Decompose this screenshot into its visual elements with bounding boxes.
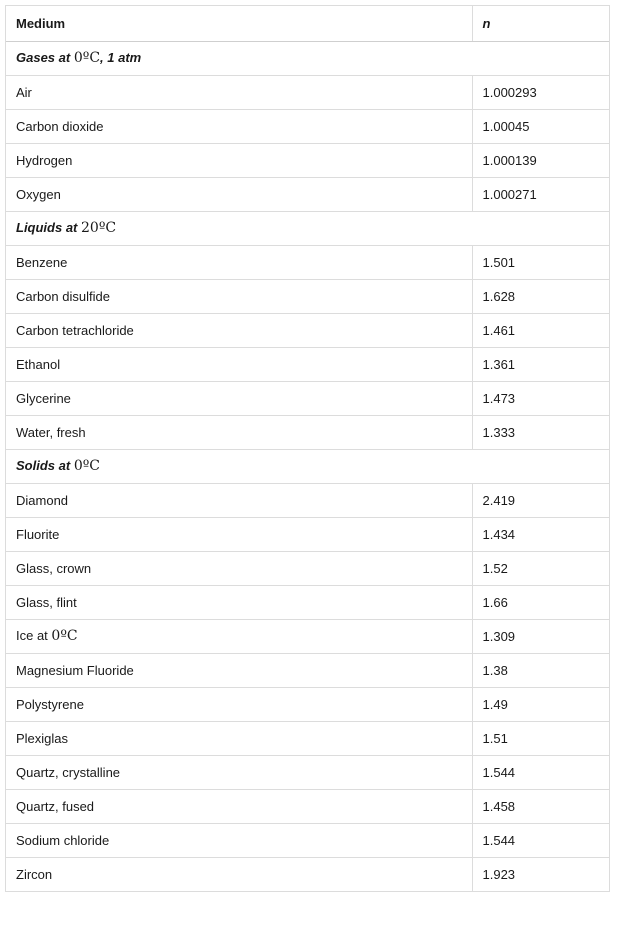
medium-cell bbox=[6, 551, 472, 585]
section-title-temperature: 0ºC bbox=[73, 458, 101, 474]
table-row bbox=[6, 347, 609, 381]
medium-name: Plexiglas bbox=[16, 730, 69, 746]
medium-cell bbox=[6, 755, 472, 789]
medium-name: Water, fresh bbox=[16, 424, 86, 440]
section-title-text: Liquids at bbox=[16, 220, 78, 235]
refractive-index-value: 1.52 bbox=[472, 551, 609, 585]
medium-cell bbox=[6, 109, 472, 143]
table-row bbox=[6, 143, 609, 177]
refractive-index-value: 1.38 bbox=[472, 653, 609, 687]
medium-cell bbox=[6, 347, 472, 381]
medium-name: Diamond bbox=[16, 492, 69, 508]
table-row bbox=[6, 687, 609, 721]
medium-name: Carbon dioxide bbox=[16, 118, 104, 134]
medium-cell bbox=[6, 823, 472, 857]
section-title bbox=[6, 449, 609, 483]
refractive-index-value: 2.419 bbox=[472, 483, 609, 517]
table-row bbox=[6, 823, 609, 857]
header-n: n bbox=[472, 6, 609, 41]
refractive-index-value: 1.333 bbox=[472, 415, 609, 449]
medium-cell bbox=[6, 687, 472, 721]
refractive-index-value: 1.501 bbox=[472, 245, 609, 279]
table-row bbox=[6, 653, 609, 687]
medium-cell bbox=[6, 653, 472, 687]
table-row bbox=[6, 177, 609, 211]
table-row bbox=[6, 109, 609, 143]
medium-name: Glass, crown bbox=[16, 560, 92, 576]
refractive-index-value: 1.361 bbox=[472, 347, 609, 381]
refractive-index-value: 1.51 bbox=[472, 721, 609, 755]
medium-cell bbox=[6, 75, 472, 109]
medium-cell bbox=[6, 619, 472, 653]
medium-cell bbox=[6, 585, 472, 619]
section-title-text: Gases at bbox=[16, 50, 71, 65]
refractive-index-table-container bbox=[5, 5, 610, 892]
medium-cell bbox=[6, 245, 472, 279]
medium-name: Ice at bbox=[16, 628, 48, 643]
refractive-index-value: 1.923 bbox=[472, 857, 609, 891]
refractive-index-value: 1.000293 bbox=[472, 75, 609, 109]
medium-name: Oxygen bbox=[16, 186, 61, 202]
medium-name: Sodium chloride bbox=[16, 832, 110, 848]
medium-name: Fluorite bbox=[16, 526, 60, 542]
medium-name: Quartz, crystalline bbox=[16, 764, 121, 780]
refractive-index-value: 1.458 bbox=[472, 789, 609, 823]
table-row bbox=[6, 551, 609, 585]
medium-name: Glass, flint bbox=[16, 594, 77, 610]
medium-cell bbox=[6, 313, 472, 347]
medium-name: Glycerine bbox=[16, 390, 71, 406]
medium-cell bbox=[6, 415, 472, 449]
table-row bbox=[6, 313, 609, 347]
section-header-row bbox=[6, 41, 609, 75]
medium-cell bbox=[6, 721, 472, 755]
refractive-index-value: 1.473 bbox=[472, 381, 609, 415]
refractive-index-value: 1.434 bbox=[472, 517, 609, 551]
medium-name: Air bbox=[16, 84, 32, 100]
refractive-index-value: 1.544 bbox=[472, 823, 609, 857]
section-title-text: Solids at bbox=[16, 458, 71, 473]
section-title bbox=[6, 41, 609, 75]
table-row bbox=[6, 381, 609, 415]
medium-name: Zircon bbox=[16, 866, 53, 882]
section-title-suffix: , 1 atm bbox=[100, 50, 142, 65]
table-row bbox=[6, 721, 609, 755]
table-row bbox=[6, 483, 609, 517]
medium-name: Ethanol bbox=[16, 356, 61, 372]
header-medium: Medium bbox=[6, 6, 472, 41]
medium-cell bbox=[6, 789, 472, 823]
table-row bbox=[6, 857, 609, 891]
medium-cell bbox=[6, 857, 472, 891]
refractive-index-value: 1.544 bbox=[472, 755, 609, 789]
refractive-index-value: 1.49 bbox=[472, 687, 609, 721]
section-header-row bbox=[6, 211, 609, 245]
section-title bbox=[6, 211, 609, 245]
medium-cell bbox=[6, 177, 472, 211]
table-body bbox=[6, 41, 609, 891]
refractive-index-value: 1.000139 bbox=[472, 143, 609, 177]
refractive-index-value: 1.628 bbox=[472, 279, 609, 313]
section-title-temperature: 0ºC bbox=[73, 50, 101, 66]
refractive-index-value: 1.00045 bbox=[472, 109, 609, 143]
medium-name: Polystyrene bbox=[16, 696, 84, 712]
refractive-index-value: 1.66 bbox=[472, 585, 609, 619]
table-row bbox=[6, 245, 609, 279]
medium-temperature: 0ºC bbox=[51, 628, 78, 644]
medium-name: Carbon disulfide bbox=[16, 288, 110, 304]
table-row bbox=[6, 75, 609, 109]
table-row bbox=[6, 789, 609, 823]
refractive-index-value: 1.000271 bbox=[472, 177, 609, 211]
medium-name: Carbon tetrachloride bbox=[16, 322, 134, 338]
table-row bbox=[6, 619, 609, 653]
medium-cell bbox=[6, 483, 472, 517]
table-row bbox=[6, 585, 609, 619]
table-row bbox=[6, 517, 609, 551]
table-row bbox=[6, 755, 609, 789]
medium-cell bbox=[6, 143, 472, 177]
medium-cell bbox=[6, 381, 472, 415]
table-row bbox=[6, 279, 609, 313]
medium-cell bbox=[6, 517, 472, 551]
section-title-temperature: 20ºC bbox=[81, 220, 117, 236]
table-header-row bbox=[6, 6, 609, 41]
medium-name: Quartz, fused bbox=[16, 798, 95, 814]
refractive-index-value: 1.309 bbox=[472, 619, 609, 653]
table-row bbox=[6, 415, 609, 449]
medium-name: Magnesium Fluoride bbox=[16, 662, 134, 678]
medium-name: Hydrogen bbox=[16, 152, 73, 168]
refractive-index-table bbox=[6, 6, 609, 892]
refractive-index-value: 1.461 bbox=[472, 313, 609, 347]
medium-name: Benzene bbox=[16, 254, 68, 270]
section-header-row bbox=[6, 449, 609, 483]
medium-cell bbox=[6, 279, 472, 313]
